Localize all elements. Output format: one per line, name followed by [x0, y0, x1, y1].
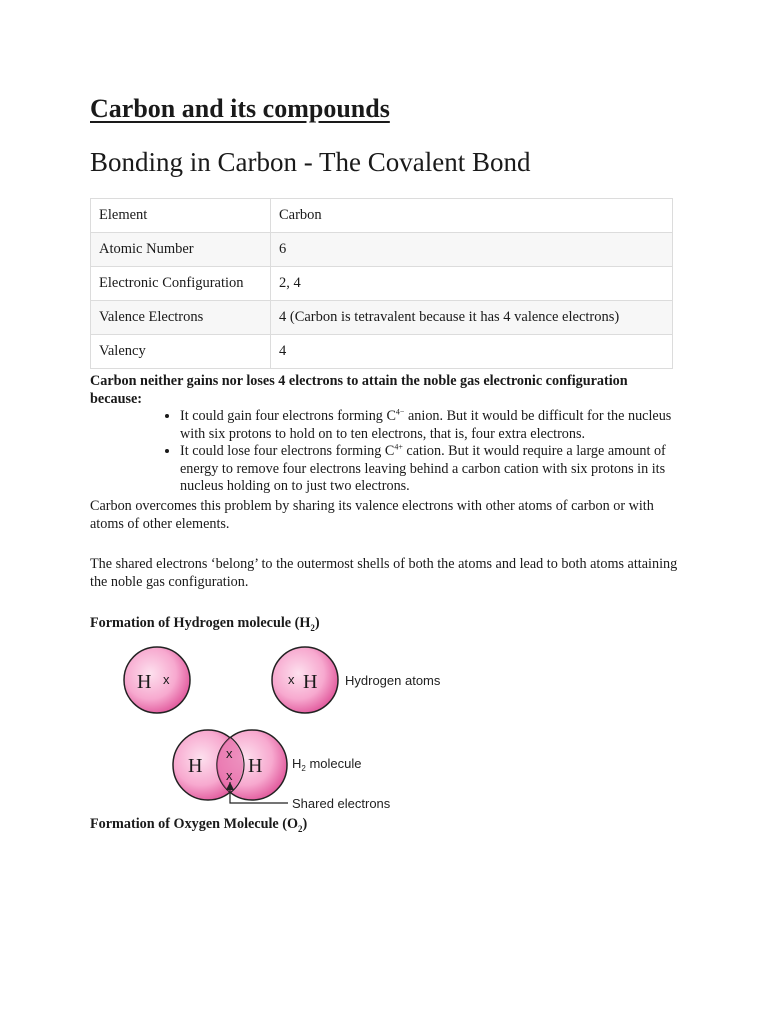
table-row	[91, 335, 673, 369]
table-cell-key: Atomic Number	[91, 233, 271, 267]
atom-symbol: H	[248, 755, 263, 777]
page-title: Carbon and its compounds	[90, 94, 390, 123]
table-cell-key: Valence Electrons	[91, 301, 271, 335]
table-cell-value: 4 (Carbon is tetravalent because it has 4 valence electrons)	[271, 301, 673, 335]
table-row	[91, 199, 673, 233]
label-h2-molecule: $H_2$ molecule	[292, 756, 362, 773]
table-cell-key: Valency	[91, 335, 271, 369]
table-cell-key: Electronic Configuration	[91, 267, 271, 301]
table-row	[91, 301, 673, 335]
electron-mark: x	[288, 672, 295, 687]
table-cell-value: Carbon	[271, 199, 673, 233]
shared-electron-mark: x	[226, 746, 233, 761]
label-hydrogen-atoms: Hydrogen atoms	[345, 673, 441, 688]
section-heading: Bonding in Carbon - The Covalent Bond	[90, 147, 531, 177]
electron-mark: x	[163, 672, 170, 687]
carbon-properties-table	[90, 198, 673, 369]
table-cell-value: 2, 4	[271, 267, 673, 301]
list-item: • It could gain four electrons forming $C^{4-}$ anion. But it would be difficult for the nucleus with six protons to hold on to ten electrons, that is, four extra electrons.	[180, 408, 680, 443]
lead-statement: Carbon neither gains nor loses 4 electrons to attain the noble gas electronic configuration because:	[90, 373, 628, 407]
atom-symbol: H	[137, 671, 152, 693]
shared-electron-mark: x	[226, 768, 233, 783]
table-row	[91, 267, 673, 301]
table-cell-key: Element	[91, 199, 271, 233]
table-cell-value: 4	[271, 335, 673, 369]
reason-list	[160, 408, 680, 496]
oxygen-formation-heading: Formation of Oxygen Molecule $(O_2)$	[90, 816, 308, 834]
hydrogen-atom-left	[124, 647, 190, 713]
atom-symbol: H	[188, 755, 203, 777]
hydrogen-molecule-diagram	[110, 640, 460, 815]
hydrogen-atom-right	[272, 647, 338, 713]
table-row	[91, 233, 673, 267]
atom-symbol: H	[303, 671, 318, 693]
paragraph-shared-electrons: The shared electrons ‘belong’ to the outermost shells of both the atoms and lead to both atoms attaining the noble gas configuration.	[90, 556, 678, 590]
table-cell-value: 6	[271, 233, 673, 267]
hydrogen-formation-heading: Formation of Hydrogen molecule $(H_2)$	[90, 615, 320, 633]
label-shared-electrons: Shared electrons	[292, 796, 391, 811]
paragraph-sharing: Carbon overcomes this problem by sharing its valence electrons with other atoms of carbon or with atoms of other elements.	[90, 498, 654, 532]
list-item: • It could lose four electrons forming $C^{4+}$ cation. But it would require a large amount of energy to remove four electrons leaving behind a carbon cation with six protons in its nucleus holding on to just two electrons.	[180, 443, 680, 496]
